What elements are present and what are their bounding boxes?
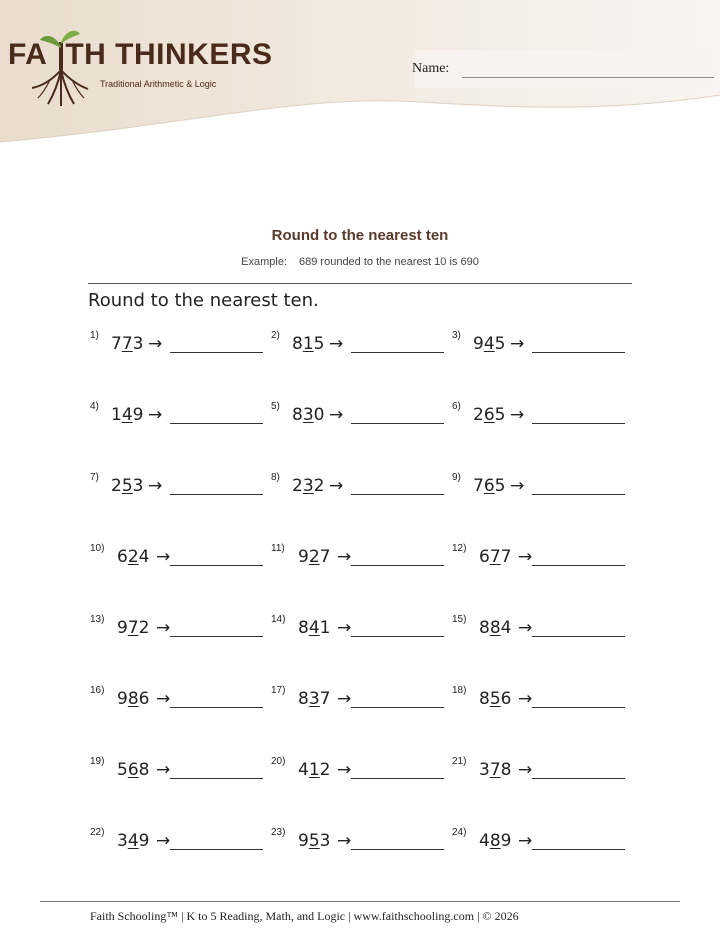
digit-ones: 2 bbox=[319, 760, 331, 780]
digit-tens-underlined: 7 bbox=[489, 547, 501, 567]
logo-tagline: Traditional Arithmetic & Logic bbox=[100, 79, 217, 89]
problem-item bbox=[90, 685, 265, 715]
problem-value bbox=[292, 476, 324, 496]
problem-item bbox=[271, 685, 446, 715]
instructions: Round to the nearest ten. bbox=[88, 290, 319, 311]
problem-item bbox=[90, 401, 265, 431]
digit-tens-underlined: 4 bbox=[308, 618, 320, 638]
problem-number: 11) bbox=[271, 543, 285, 554]
problem-item bbox=[90, 472, 265, 502]
name-label: Name: bbox=[412, 61, 450, 76]
digit-tens-underlined: 6 bbox=[127, 760, 139, 780]
digit-hundreds: 6 bbox=[117, 547, 128, 567]
digit-tens-underlined: 5 bbox=[489, 689, 501, 709]
footer-text: Faith Schooling™ | K to 5 Reading, Math, and Logic | www.faithschooling.com | © 2026 bbox=[90, 909, 519, 923]
problem-number: 21) bbox=[452, 756, 467, 767]
arrow-icon: → bbox=[156, 618, 171, 638]
digit-hundreds: 8 bbox=[292, 334, 303, 354]
arrow-icon: → bbox=[518, 760, 533, 780]
arrow-icon: → bbox=[510, 476, 525, 496]
problem-value bbox=[298, 831, 330, 851]
problem-number: 16) bbox=[90, 685, 105, 696]
arrow-icon: → bbox=[329, 334, 344, 354]
answer-blank[interactable] bbox=[532, 565, 625, 566]
arrow-icon: → bbox=[148, 405, 163, 425]
digit-hundreds: 9 bbox=[298, 547, 309, 567]
digit-hundreds: 9 bbox=[473, 334, 484, 354]
digit-tens-underlined: 8 bbox=[489, 618, 501, 638]
arrow-icon: → bbox=[337, 689, 352, 709]
footer-divider bbox=[40, 901, 680, 902]
header-background bbox=[0, 0, 720, 150]
problem-value bbox=[292, 334, 324, 354]
problem-number: 12) bbox=[452, 543, 467, 554]
digit-hundreds: 7 bbox=[111, 334, 122, 354]
digit-ones: 5 bbox=[494, 334, 506, 354]
problem-number: 1) bbox=[90, 330, 99, 341]
problem-item bbox=[90, 543, 265, 573]
answer-blank[interactable] bbox=[170, 849, 263, 850]
problem-item bbox=[271, 330, 446, 360]
digit-tens-underlined: 2 bbox=[127, 547, 139, 567]
digit-ones: 3 bbox=[132, 334, 144, 354]
digit-ones: 6 bbox=[500, 689, 512, 709]
problem-value bbox=[117, 831, 149, 851]
problem-value bbox=[117, 760, 149, 780]
problem-value bbox=[479, 547, 511, 567]
arrow-icon: → bbox=[337, 760, 352, 780]
problem-number: 10) bbox=[90, 543, 105, 554]
digit-ones: 2 bbox=[138, 618, 150, 638]
arrow-icon: → bbox=[518, 689, 533, 709]
problem-item bbox=[452, 543, 627, 573]
digit-hundreds: 2 bbox=[111, 476, 122, 496]
worksheet-title: Round to the nearest ten bbox=[271, 227, 449, 244]
answer-blank[interactable] bbox=[351, 494, 444, 495]
problem-item bbox=[452, 472, 627, 502]
digit-hundreds: 4 bbox=[298, 760, 309, 780]
digit-ones: 5 bbox=[494, 405, 506, 425]
arrow-icon: → bbox=[329, 476, 344, 496]
problem-item bbox=[90, 330, 265, 360]
digit-ones: 4 bbox=[138, 547, 150, 567]
digit-hundreds: 8 bbox=[298, 689, 309, 709]
digit-ones: 4 bbox=[500, 618, 512, 638]
digit-hundreds: 7 bbox=[473, 476, 484, 496]
digit-ones: 3 bbox=[132, 476, 144, 496]
digit-tens-underlined: 7 bbox=[127, 618, 139, 638]
name-field[interactable] bbox=[462, 77, 714, 78]
arrow-icon: → bbox=[337, 618, 352, 638]
digit-hundreds: 8 bbox=[479, 618, 490, 638]
problem-value bbox=[298, 618, 330, 638]
answer-blank[interactable] bbox=[170, 778, 263, 779]
digit-tens-underlined: 4 bbox=[483, 334, 495, 354]
digit-tens-underlined: 1 bbox=[308, 760, 320, 780]
problem-number: 9) bbox=[452, 472, 461, 483]
arrow-icon: → bbox=[156, 760, 171, 780]
problem-value bbox=[479, 689, 511, 709]
digit-hundreds: 4 bbox=[479, 831, 490, 851]
arrow-icon: → bbox=[518, 547, 533, 567]
problem-value bbox=[117, 618, 149, 638]
answer-blank[interactable] bbox=[351, 423, 444, 424]
problem-number: 23) bbox=[271, 827, 286, 838]
problem-number: 4) bbox=[90, 401, 99, 412]
answer-blank[interactable] bbox=[532, 778, 625, 779]
digit-tens-underlined: 6 bbox=[483, 405, 495, 425]
digit-ones: 9 bbox=[500, 831, 512, 851]
digit-tens-underlined: 4 bbox=[121, 405, 133, 425]
digit-hundreds: 9 bbox=[117, 689, 128, 709]
problem-number: 14) bbox=[271, 614, 286, 625]
digit-tens-underlined: 8 bbox=[127, 689, 139, 709]
digit-hundreds: 9 bbox=[298, 831, 309, 851]
problem-value bbox=[111, 476, 143, 496]
digit-tens-underlined: 3 bbox=[302, 476, 314, 496]
problem-item bbox=[90, 614, 265, 644]
digit-ones: 6 bbox=[138, 689, 150, 709]
problem-item bbox=[452, 401, 627, 431]
problem-number: 18) bbox=[452, 685, 467, 696]
answer-blank[interactable] bbox=[170, 707, 263, 708]
digit-ones: 1 bbox=[319, 618, 331, 638]
answer-blank[interactable] bbox=[170, 423, 263, 424]
digit-ones: 5 bbox=[494, 476, 506, 496]
arrow-icon: → bbox=[337, 547, 352, 567]
digit-ones: 2 bbox=[313, 476, 325, 496]
digit-tens-underlined: 3 bbox=[302, 405, 314, 425]
problem-value bbox=[298, 760, 330, 780]
arrow-icon: → bbox=[337, 831, 352, 851]
digit-ones: 9 bbox=[138, 831, 150, 851]
problem-number: 7) bbox=[90, 472, 99, 483]
problem-item bbox=[452, 330, 627, 360]
digit-hundreds: 6 bbox=[479, 547, 490, 567]
digit-ones: 8 bbox=[138, 760, 150, 780]
answer-blank[interactable] bbox=[351, 636, 444, 637]
answer-blank[interactable] bbox=[532, 707, 625, 708]
problem-item bbox=[271, 827, 446, 857]
problem-item bbox=[271, 401, 446, 431]
answer-blank[interactable] bbox=[351, 352, 444, 353]
example-label: Example: bbox=[241, 256, 288, 268]
digit-tens-underlined: 4 bbox=[127, 831, 139, 851]
problem-number: 22) bbox=[90, 827, 105, 838]
answer-blank[interactable] bbox=[170, 565, 263, 566]
example-text: 689 rounded to the nearest 10 is 690 bbox=[299, 256, 479, 268]
digit-ones: 5 bbox=[313, 334, 325, 354]
digit-tens-underlined: 7 bbox=[121, 334, 133, 354]
problem-number: 13) bbox=[90, 614, 105, 625]
digit-ones: 8 bbox=[500, 760, 512, 780]
digit-hundreds: 3 bbox=[117, 831, 128, 851]
answer-blank[interactable] bbox=[532, 849, 625, 850]
arrow-icon: → bbox=[148, 334, 163, 354]
digit-hundreds: 1 bbox=[111, 405, 122, 425]
problem-item bbox=[271, 756, 446, 786]
problem-number: 19) bbox=[90, 756, 105, 767]
problem-number: 5) bbox=[271, 401, 280, 412]
problem-value bbox=[117, 547, 149, 567]
problem-value bbox=[479, 831, 511, 851]
problem-number: 8) bbox=[271, 472, 280, 483]
problem-value bbox=[111, 334, 143, 354]
arrow-icon: → bbox=[156, 547, 171, 567]
digit-ones: 7 bbox=[319, 689, 331, 709]
tree-roots-icon bbox=[30, 26, 90, 108]
answer-blank[interactable] bbox=[532, 423, 625, 424]
digit-hundreds: 8 bbox=[292, 405, 303, 425]
arrow-icon: → bbox=[518, 831, 533, 851]
problem-value bbox=[117, 689, 149, 709]
answer-blank[interactable] bbox=[351, 565, 444, 566]
arrow-icon: → bbox=[156, 831, 171, 851]
problem-item bbox=[452, 685, 627, 715]
digit-tens-underlined: 1 bbox=[302, 334, 314, 354]
digit-tens-underlined: 7 bbox=[489, 760, 501, 780]
answer-blank[interactable] bbox=[170, 352, 263, 353]
problem-value bbox=[111, 405, 143, 425]
answer-blank[interactable] bbox=[532, 636, 625, 637]
digit-tens-underlined: 2 bbox=[308, 547, 320, 567]
problem-value bbox=[473, 476, 505, 496]
arrow-icon: → bbox=[148, 476, 163, 496]
problem-item bbox=[452, 756, 627, 786]
problem-number: 20) bbox=[271, 756, 286, 767]
arrow-icon: → bbox=[510, 334, 525, 354]
digit-tens-underlined: 3 bbox=[308, 689, 320, 709]
digit-tens-underlined: 8 bbox=[489, 831, 501, 851]
problem-value bbox=[479, 618, 511, 638]
arrow-icon: → bbox=[510, 405, 525, 425]
answer-blank[interactable] bbox=[532, 352, 625, 353]
digit-hundreds: 9 bbox=[117, 618, 128, 638]
answer-blank[interactable] bbox=[351, 707, 444, 708]
problem-number: 6) bbox=[452, 401, 461, 412]
problem-item bbox=[452, 614, 627, 644]
example-line bbox=[0, 256, 720, 268]
answer-blank[interactable] bbox=[351, 849, 444, 850]
problem-number: 3) bbox=[452, 330, 461, 341]
problem-number: 15) bbox=[452, 614, 467, 625]
problem-value bbox=[292, 405, 324, 425]
digit-ones: 7 bbox=[500, 547, 512, 567]
digit-tens-underlined: 5 bbox=[121, 476, 133, 496]
problem-value bbox=[479, 760, 511, 780]
divider bbox=[88, 283, 632, 284]
problem-value bbox=[473, 405, 505, 425]
digit-ones: 3 bbox=[319, 831, 331, 851]
problem-item bbox=[271, 614, 446, 644]
answer-blank[interactable] bbox=[170, 636, 263, 637]
digit-hundreds: 8 bbox=[298, 618, 309, 638]
digit-hundreds: 3 bbox=[479, 760, 490, 780]
answer-blank[interactable] bbox=[351, 778, 444, 779]
arrow-icon: → bbox=[156, 689, 171, 709]
digit-ones: 0 bbox=[313, 405, 325, 425]
answer-blank[interactable] bbox=[170, 494, 263, 495]
digit-hundreds: 2 bbox=[473, 405, 484, 425]
digit-hundreds: 5 bbox=[117, 760, 128, 780]
digit-tens-underlined: 5 bbox=[308, 831, 320, 851]
problem-item bbox=[271, 472, 446, 502]
problem-number: 17) bbox=[271, 685, 286, 696]
digit-hundreds: 2 bbox=[292, 476, 303, 496]
logo-wordmark: FA TH THINKERS bbox=[8, 38, 273, 71]
arrow-icon: → bbox=[518, 618, 533, 638]
problem-number: 2) bbox=[271, 330, 280, 341]
problem-item bbox=[452, 827, 627, 857]
problem-number: 24) bbox=[452, 827, 467, 838]
problem-value bbox=[473, 334, 505, 354]
digit-ones: 9 bbox=[132, 405, 144, 425]
digit-ones: 7 bbox=[319, 547, 331, 567]
answer-blank[interactable] bbox=[532, 494, 625, 495]
problem-value bbox=[298, 689, 330, 709]
problem-item bbox=[90, 827, 265, 857]
problem-item bbox=[90, 756, 265, 786]
digit-tens-underlined: 6 bbox=[483, 476, 495, 496]
digit-hundreds: 8 bbox=[479, 689, 490, 709]
problem-value bbox=[298, 547, 330, 567]
arrow-icon: → bbox=[329, 405, 344, 425]
problem-item bbox=[271, 543, 446, 573]
